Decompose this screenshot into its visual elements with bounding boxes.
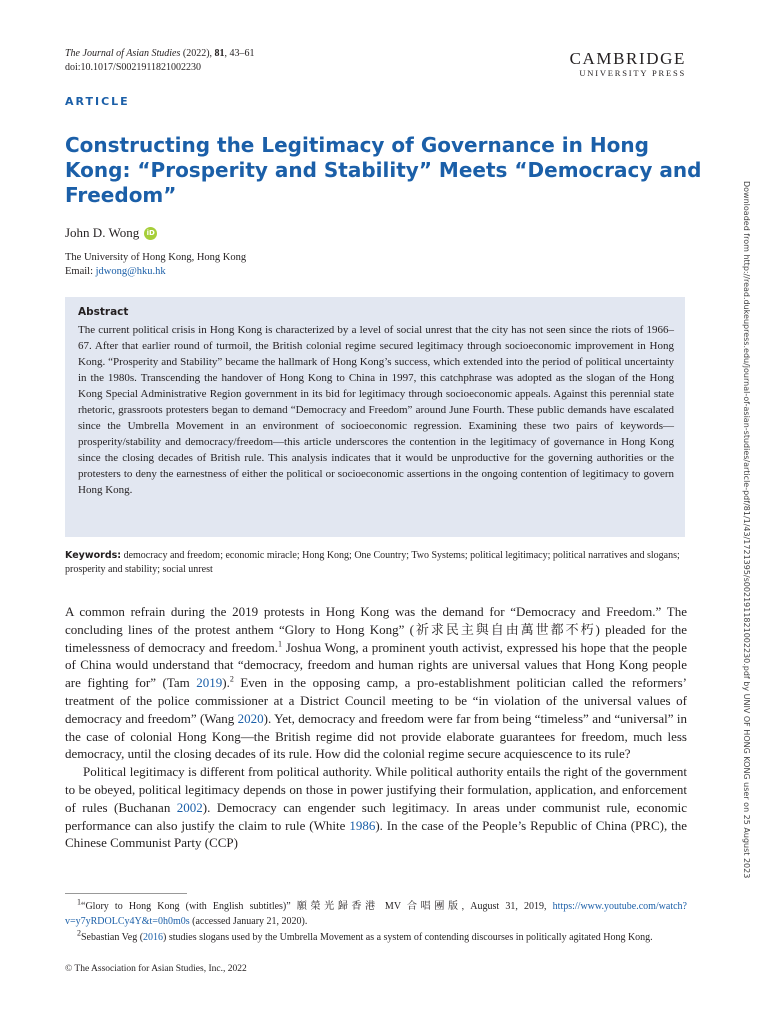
abstract-box bbox=[65, 297, 685, 537]
body-text bbox=[65, 603, 687, 852]
paragraph-text: ). bbox=[222, 675, 230, 691]
footnote-2 bbox=[65, 930, 687, 945]
publisher-subname: UNIVERSITY PRESS bbox=[579, 68, 686, 78]
keywords bbox=[65, 549, 685, 577]
email-label: Email: bbox=[65, 266, 96, 277]
citation-line bbox=[65, 47, 255, 61]
page-range: , 43–61 bbox=[224, 48, 255, 59]
doi: doi:10.1017/S0021911821002230 bbox=[65, 62, 202, 73]
footnote-text: Sebastian Veg ( bbox=[81, 932, 144, 943]
paragraph-text: ). Democracy can engender such legitimacy. In areas under communist rule, economic performance can also justify the claim to rule (White bbox=[65, 799, 687, 833]
journal-citation bbox=[65, 47, 255, 75]
footnote-text: ) studies slogans used by the Umbrella Movement as a system of contending discourses in politically agitated Hong Kong. bbox=[163, 932, 653, 943]
footnote-text: “Glory to Hong Kong (with English subtitles)” 願榮光歸香港 MV 合唱團版, August 31, 2019, bbox=[81, 901, 553, 912]
download-watermark bbox=[741, 181, 753, 1021]
paragraph-text: A common refrain during the 2019 protests in Hong Kong was the demand for “Democracy and Freedom.” The concluding lines of the protest anthem “Glory to Hong Kong” (祈求民主與自由萬世都不朽) pleaded for the timelessness of democracy and freedom. bbox=[65, 604, 687, 655]
journal-name: The Journal of Asian Studies bbox=[65, 48, 181, 59]
email-link[interactable]: jdwong@hku.hk bbox=[95, 266, 166, 277]
author-line bbox=[65, 225, 157, 241]
footnote-ref-1[interactable]: 1 bbox=[278, 639, 283, 649]
publisher-name: CAMBRIDGE bbox=[569, 49, 686, 68]
institution: The University of Hong Kong, Hong Kong bbox=[65, 252, 247, 263]
citation-link[interactable]: 2020 bbox=[237, 710, 264, 726]
paragraph-2 bbox=[65, 763, 687, 852]
footnotes bbox=[65, 899, 687, 946]
affiliation bbox=[65, 251, 246, 279]
abstract-heading: Abstract bbox=[78, 306, 129, 318]
paragraph-text: Even in the opposing camp, a pro-establishment politician called the reformers’ treatment of the police commissioner at a District Council meeting to be “in violation of the universal values of democracy and freedom” (Wang bbox=[65, 675, 687, 726]
keywords-text: democracy and freedom; economic miracle; Hong Kong; One Country; Two Systems; political legitimacy; political narratives and slogans; prosperity and stability; social unrest bbox=[65, 550, 680, 575]
paragraph-text: Political legitimacy is different from political authority. While political authority entails the right of the government to be obeyed, political legitimacy depends on those in power justifying their formulation, application, and enforcement of rules (Buchanan bbox=[65, 764, 687, 815]
citation-year: (2022), bbox=[180, 48, 215, 59]
citation-link[interactable]: 1986 bbox=[349, 817, 376, 833]
footnote-number: 2 bbox=[77, 928, 81, 938]
copyright: © The Association for Asian Studies, Inc., 2022 bbox=[65, 964, 247, 974]
footnote-ref-2[interactable]: 2 bbox=[229, 674, 234, 684]
download-note: Downloaded from http://read.dukeupress.edu/journal-of-asian-studies/article-pdf/81/1/43/1721395/s0021911821002230.pdf by UNIV OF HONG KONG user on 25 August 2023 bbox=[742, 181, 751, 879]
paragraph-text: ). Yet, democracy and freedom were far from being “timeless” and “universal” in the case of colonial Hong Kong—the British regime did not provide elaborate guarantees for freedom, much less democracy, until the closing decades of its rule. How did the colonial regime secure acquiescence to its rule? bbox=[65, 710, 687, 762]
abstract-text: The current political crisis in Hong Kong is characterized by a level of social unrest that the city has not seen since the riots of 1966–67. After that earlier round of turmoil, the British colonial regime secured legitimacy through socioeconomic improvement in Hong Kong. “Prosperity and Stability” became the hallmark of Hong Kong’s success, which extended into the period of political uncertainty in the 1980s. Transcending the handover of Hong Kong to China in 1997, this catchphrase was adopted as the slogan of the Hong Kong Special Administrative Region government in its bid for legitimacy through socioeconomic appeals. Against this perennial state rhetoric, grassroots protesters began to demand “Democracy and Freedom” around June Fourth. These public demands have escalated since the Umbrella Movement in an environment of socioeconomic regression. Examining these two pairs of keywords—prosperity/stability and democracy/freedom—this article underscores the contention in the legitimacy of governance in Hong Kong since the closing decades of British rule. This analysis indicates that it would be unproductive for the governing authorities or the protesters to deny the earnestness of either the political or socioeconomic assertions in the ongoing contention of legitimacy to govern Hong Kong. bbox=[78, 324, 674, 496]
orcid-icon[interactable]: iD bbox=[144, 227, 157, 240]
footnote-text: (accessed January 21, 2020). bbox=[189, 916, 308, 927]
citation-link[interactable]: 2019 bbox=[196, 675, 223, 691]
citation-link[interactable]: 2002 bbox=[176, 799, 203, 815]
author-name: John D. Wong bbox=[65, 225, 140, 240]
volume-number: 81 bbox=[214, 48, 225, 59]
article-type-label: ARTICLE bbox=[65, 95, 130, 108]
footnote-url[interactable]: https://www.youtube.com/watch?v=y7yRDOLCy4Y&t=0h0m0s bbox=[65, 901, 687, 927]
paragraph-text: Joshua Wong, a prominent youth activist, expressed his hope that the people of China would understand that “democracy, freedom and human rights are universal values that Hong Kong people are fighting for” (Tam bbox=[65, 639, 687, 691]
citation-link[interactable]: 2016 bbox=[143, 932, 164, 943]
email-line bbox=[65, 265, 246, 279]
keywords-label: Keywords: bbox=[65, 550, 122, 561]
paragraph-text: ). In the case of the People’s Republic of China (PRC), the Chinese Communist Party (CCP) bbox=[65, 817, 687, 851]
footnote-divider bbox=[65, 893, 187, 894]
footnote-1 bbox=[65, 899, 687, 929]
paragraph-1 bbox=[65, 603, 687, 763]
footnote-number: 1 bbox=[77, 897, 81, 907]
article-title: Constructing the Legitimacy of Governance in Hong Kong: “Prosperity and Stability” Meets “Democracy and Freedom” bbox=[65, 133, 702, 207]
publisher-logo bbox=[570, 50, 686, 78]
